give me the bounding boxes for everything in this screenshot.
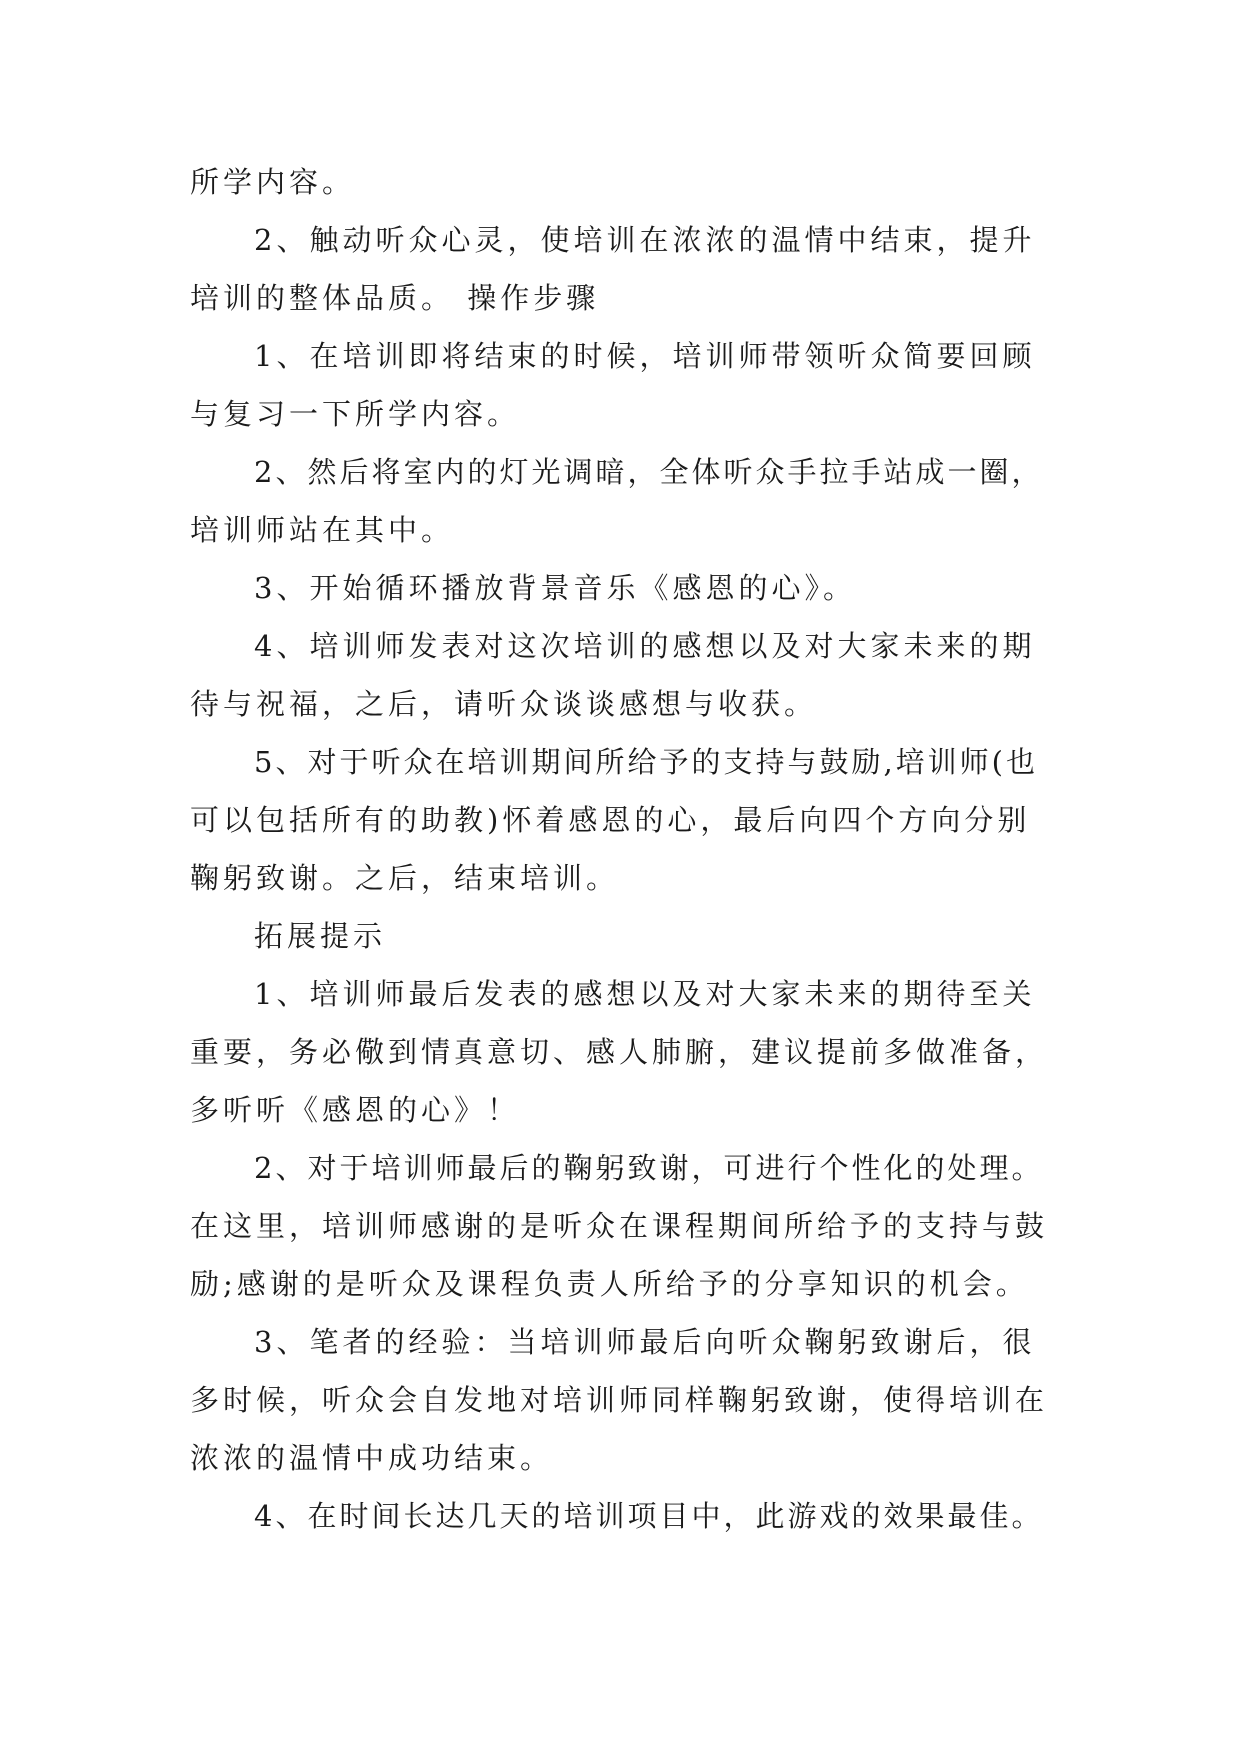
text-line: 培训师站在其中。 — [190, 513, 455, 547]
document-body — [190, 153, 1050, 1545]
text-line: 2、然后将室内的灯光调暗，全体听众手拉手站成一圈， — [254, 455, 1044, 489]
text-line: 所学内容。 — [190, 165, 356, 199]
text-line: 可以包括所有的助教)怀着感恩的心，最后向四个方向分别 — [190, 803, 1031, 837]
text-line: 4、培训师发表对这次培训的感想以及对大家未来的期 — [254, 629, 1036, 663]
text-line: 浓浓的温情中成功结束。 — [190, 1441, 554, 1475]
text-line: 培训的整体品质。 操作步骤 — [190, 281, 600, 315]
text-line: 与复习一下所学内容。 — [190, 397, 521, 431]
text-line: 鞠躬致谢。之后，结束培训。 — [190, 861, 620, 895]
text-line: 励;感谢的是听众及课程负责人所给予的分享知识的机会。 — [190, 1267, 1029, 1301]
text-line: 4、在时间长达几天的培训项目中，此游戏的效果最佳。 — [254, 1499, 1044, 1533]
text-line: 2、对于培训师最后的鞠躬致谢，可进行个性化的处理。 — [254, 1151, 1044, 1185]
text-line: 待与祝福，之后，请听众谈谈感想与收获。 — [190, 687, 818, 721]
text-line: 3、开始循环播放背景音乐《感恩的心》。 — [254, 571, 856, 605]
text-line: 1、培训师最后发表的感想以及对大家未来的期待至关 — [254, 977, 1036, 1011]
text-line: 多听听《感恩的心》！ — [190, 1093, 521, 1127]
text-line: 多时候，听众会自发地对培训师同样鞠躬致谢，使得培训在 — [190, 1383, 1049, 1417]
text-line: 1、在培训即将结束的时候，培训师带领听众简要回顾 — [254, 339, 1036, 373]
text-line: 5、对于听众在培训期间所给予的支持与鼓励,培训师(也 — [254, 745, 1038, 779]
text-line: 在这里，培训师感谢的是听众在课程期间所给予的支持与鼓 — [190, 1209, 1049, 1243]
text-line: 3、笔者的经验：当培训师最后向听众鞠躬致谢后，很 — [254, 1325, 1036, 1359]
text-line: 2、触动听众心灵，使培训在浓浓的温情中结束，提升 — [254, 223, 1036, 257]
section-heading: 拓展提示 — [254, 919, 387, 953]
text-line: 重要，务必儆到情真意切、感人肺腑，建议提前多做准备， — [190, 1035, 1049, 1069]
